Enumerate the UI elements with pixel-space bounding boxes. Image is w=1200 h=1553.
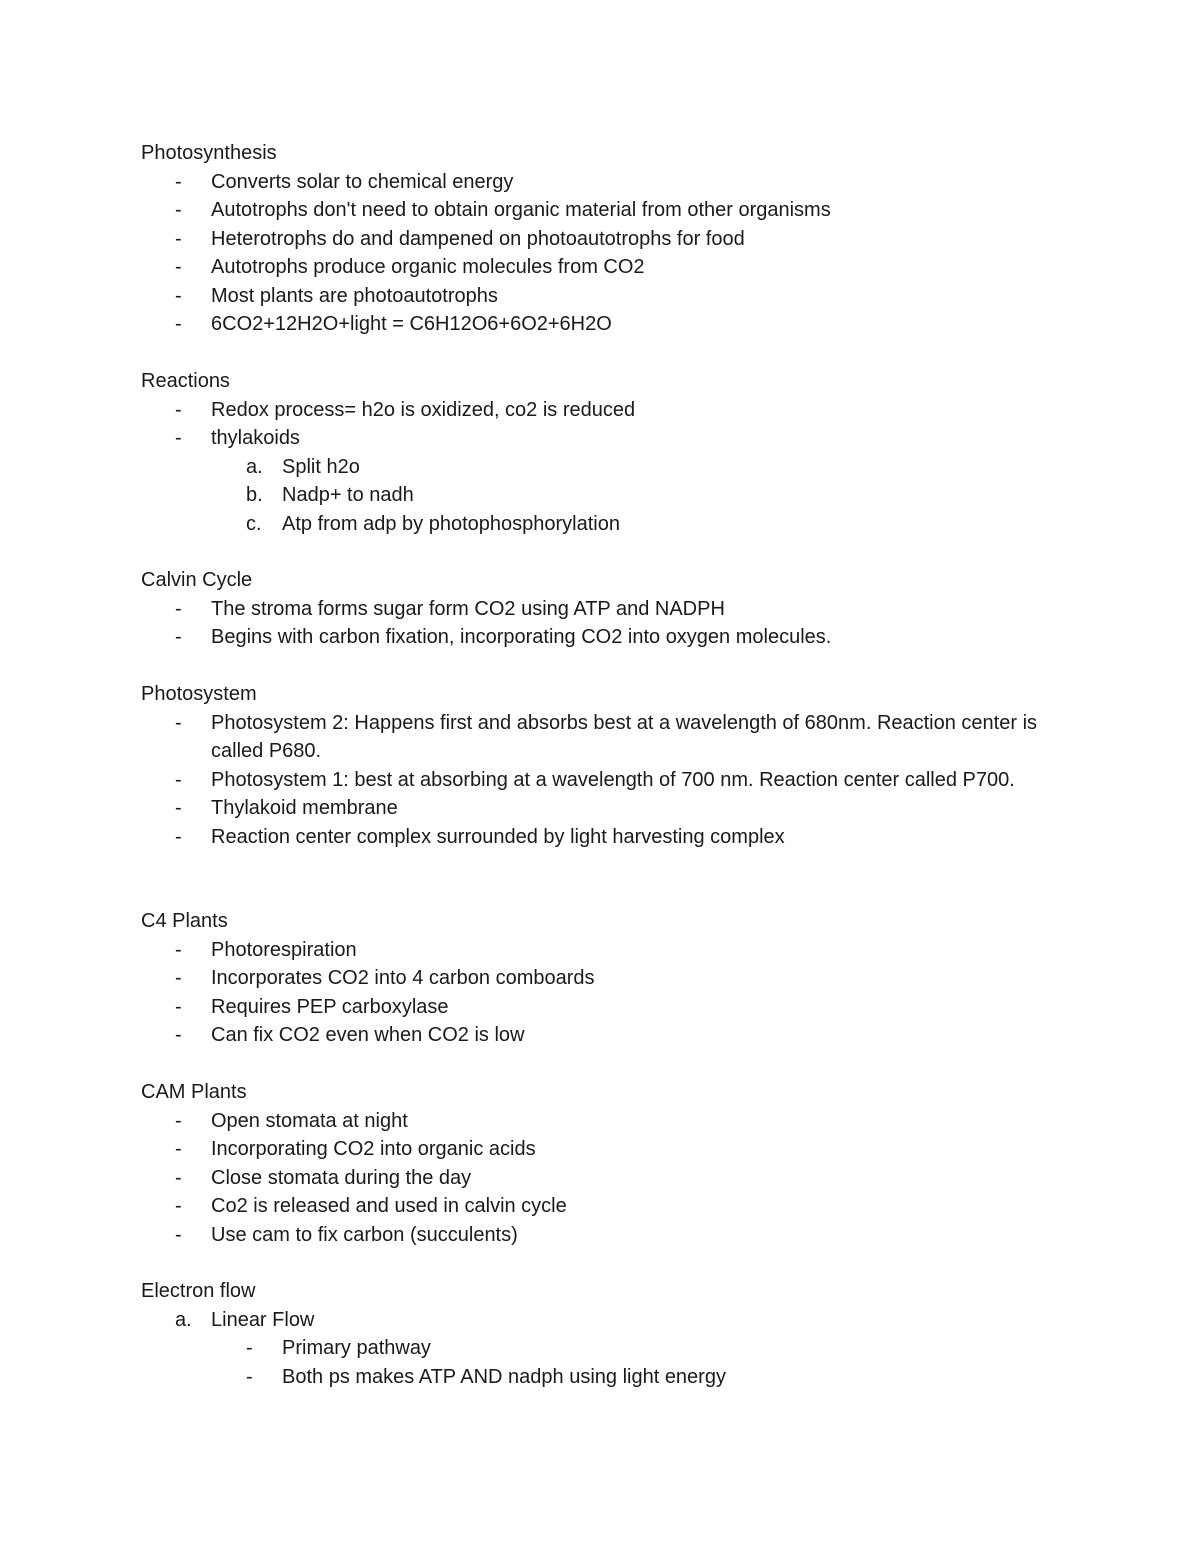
bullet-marker: - [175, 597, 182, 620]
letter-marker: a. [175, 1308, 192, 1331]
list-item-text: thylakoids [211, 427, 300, 449]
bullet-marker: - [175, 1138, 182, 1160]
sub-list-item-text: Nadp+ to nadh [282, 484, 414, 506]
letter-marker: c. [246, 512, 262, 535]
list-item-text: Use cam to fix carbon (succulents) [211, 1223, 518, 1246]
list-item [141, 1164, 1041, 1193]
section-calvin-cycle [141, 566, 1041, 652]
section-heading: Electron flow [141, 1280, 256, 1302]
list-item-text: Co2 is released and used in calvin cycle [211, 1195, 567, 1217]
bullet-marker: - [175, 427, 182, 449]
list-item [141, 1306, 1041, 1335]
list-item [141, 936, 1041, 965]
list-item [141, 396, 1041, 425]
bullet-marker: - [175, 768, 182, 791]
bullet-marker: - [175, 1166, 182, 1189]
sub-list-item [141, 481, 1041, 510]
list-item-text: Can fix CO2 even when CO2 is low [211, 1024, 525, 1046]
list-item-text: Most plants are photoautotrophs [211, 284, 498, 307]
list-item-text: Heterotrophs do and dampened on photoautotrophs for food [211, 227, 745, 250]
list-item-text: Photosystem 2: Happens first and absorbs best at a wavelength of 680nm. Reaction center is called P680. [211, 711, 1038, 762]
list-item-text: The stroma forms sugar form CO2 using ATP and NADPH [211, 597, 725, 620]
list-item [141, 1221, 1041, 1250]
sub-list-item-text: Split h2o [282, 455, 360, 478]
letter-marker: a. [246, 455, 263, 478]
bullet-marker: - [175, 1195, 182, 1217]
bullet-marker: - [175, 711, 182, 734]
bullet-marker: - [175, 995, 182, 1018]
list-item [141, 424, 1041, 453]
list-item-text: Autotrophs produce organic molecules from CO2 [211, 256, 645, 278]
sub-list-item-text: Primary pathway [282, 1337, 431, 1359]
bullet-marker: - [175, 1024, 182, 1046]
list-item-text: Photorespiration [211, 938, 357, 961]
list-item [141, 766, 1041, 795]
list-item-text: Redox process= h2o is oxidized, co2 is reduced [211, 398, 636, 421]
list-item [141, 196, 1041, 225]
list-item-text: Autotrophs don't need to obtain organic material from other organisms [211, 199, 831, 221]
list-item-text: 6CO2+12H2O+light = C6H12O6+6O2+6H2O [211, 313, 612, 335]
section-heading: Calvin Cycle [141, 569, 253, 591]
list-item [141, 310, 1041, 339]
list-item [141, 1135, 1041, 1164]
bullet-marker: - [175, 170, 182, 193]
section-photosynthesis [141, 139, 1041, 339]
list-item [141, 623, 1041, 652]
section-heading: Reactions [141, 370, 230, 392]
list-item-text: Reaction center complex surrounded by light harvesting complex [211, 825, 785, 848]
list-item [141, 993, 1041, 1022]
bullet-marker: - [175, 227, 182, 250]
bullet-marker: - [175, 313, 182, 335]
bullet-marker: - [175, 1109, 182, 1132]
list-item-text: Open stomata at night [211, 1109, 408, 1132]
section-cam-plants [141, 1078, 1041, 1249]
section-heading: C4 Plants [141, 910, 228, 932]
section-photosystem [141, 680, 1041, 851]
sub-list-item [141, 1363, 1041, 1392]
sub-list-item [141, 453, 1041, 482]
section-c4-plants [141, 907, 1041, 1050]
sub-list-item-text: Both ps makes ATP AND nadph using light energy [282, 1365, 726, 1388]
list-item-text: Incorporating CO2 into organic acids [211, 1138, 536, 1160]
bullet-marker: - [175, 626, 182, 648]
list-item [141, 168, 1041, 197]
bullet-marker: - [175, 1223, 182, 1246]
list-item-text: Photosystem 1: best at absorbing at a wavelength of 700 nm. Reaction center called P700. [211, 768, 1015, 791]
list-item [141, 1021, 1041, 1050]
section-reactions [141, 367, 1041, 538]
list-item-text: Linear Flow [211, 1308, 315, 1331]
sub-list-item-text: Atp from adp by photophosphorylation [282, 512, 620, 535]
list-item-text: Requires PEP carboxylase [211, 995, 449, 1018]
sub-list-item [141, 510, 1041, 539]
bullet-marker: - [175, 199, 182, 221]
list-item [141, 964, 1041, 993]
list-item [141, 225, 1041, 254]
list-item-text: Close stomata during the day [211, 1166, 472, 1189]
list-item-text: Incorporates CO2 into 4 carbon comboards [211, 967, 595, 989]
bullet-marker: - [175, 256, 182, 278]
section-electron-flow [141, 1277, 1041, 1391]
list-item [141, 595, 1041, 624]
list-item-text: Converts solar to chemical energy [211, 170, 514, 193]
bullet-marker: - [246, 1365, 253, 1388]
bullet-marker: - [175, 398, 182, 421]
list-item [141, 282, 1041, 311]
section-heading: Photosystem [141, 683, 257, 705]
letter-marker: b. [246, 484, 263, 506]
list-item-text: Begins with carbon fixation, incorporating CO2 into oxygen molecules. [211, 626, 832, 648]
list-item [141, 1192, 1041, 1221]
bullet-marker: - [175, 967, 182, 989]
bullet-marker: - [175, 825, 182, 848]
bullet-marker: - [175, 284, 182, 307]
list-item-text: Thylakoid membrane [211, 797, 398, 819]
list-item [141, 794, 1041, 823]
section-heading: Photosynthesis [141, 142, 277, 164]
list-item [141, 709, 1041, 766]
list-item [141, 823, 1041, 852]
list-item [141, 1107, 1041, 1136]
section-heading: CAM Plants [141, 1081, 247, 1103]
sub-list-item [141, 1334, 1041, 1363]
bullet-marker: - [175, 938, 182, 961]
bullet-marker: - [175, 797, 182, 819]
list-item [141, 253, 1041, 282]
bullet-marker: - [246, 1337, 253, 1359]
